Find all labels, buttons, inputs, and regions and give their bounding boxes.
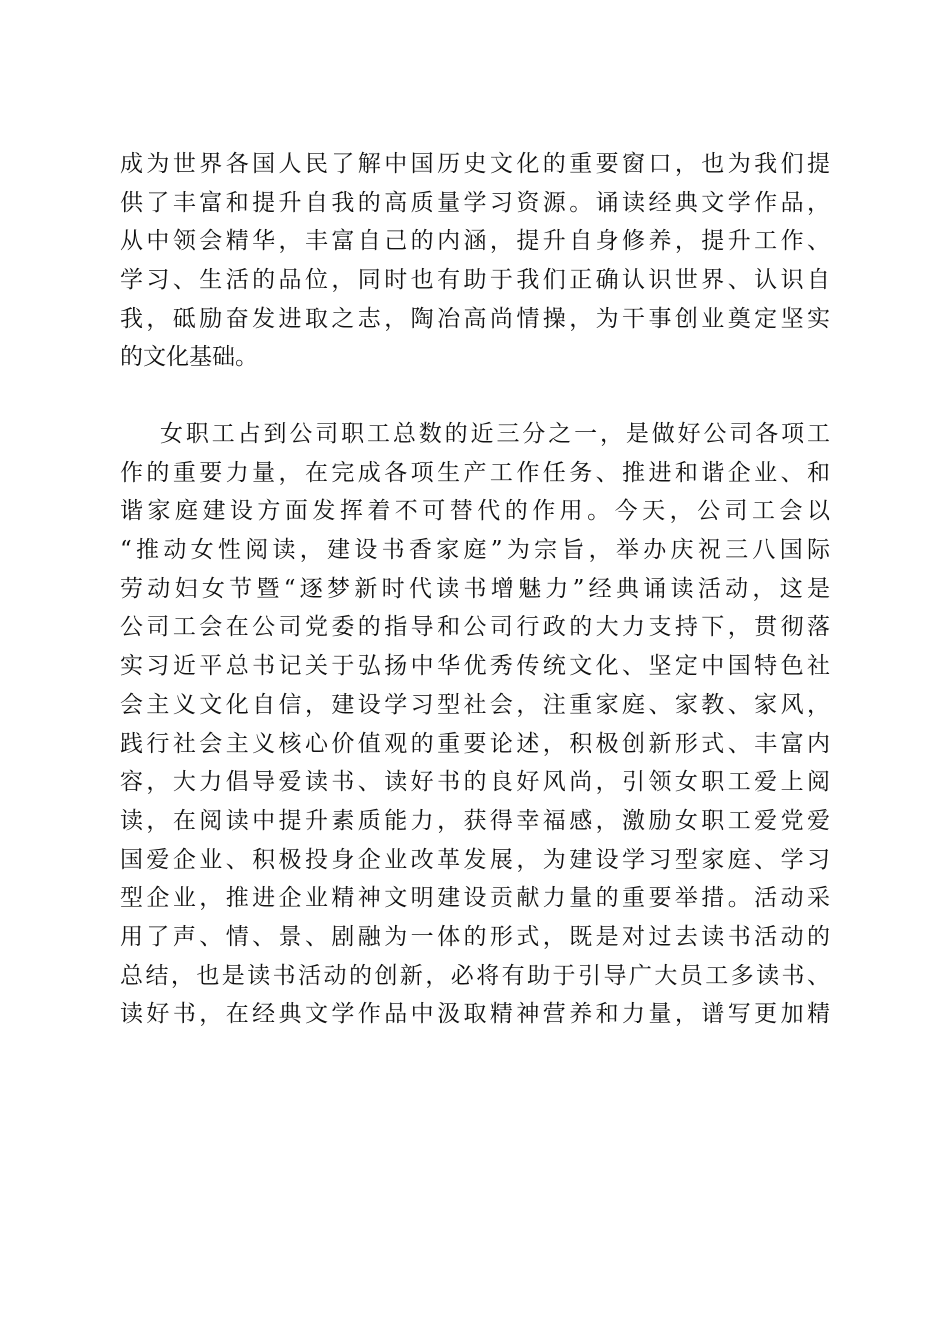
paragraph-line: 总结，也是读书活动的创新，必将有助于引导广大员工多读书、 <box>120 962 830 989</box>
paragraph-line: 成为世界各国人民了解中国历史文化的重要窗口，也为我们提 <box>120 151 830 177</box>
paragraph-line: 会主义文化自信，建设学习型社会，注重家庭、家教、家风， <box>120 691 830 718</box>
paragraph-line: 从中领会精华，丰富自己的内涵，提升自身修养，提升工作、 <box>120 228 830 255</box>
paragraph-line: 容，大力倡导爱读书、读好书的良好风尚，引领女职工爱上阅 <box>120 769 830 796</box>
paragraph-line: 我，砥励奋发进取之志，陶冶高尚情操，为干事创业奠定坚实 <box>120 305 830 332</box>
paragraph-line: 国爱企业、积极投身企业改革发展，为建设学习型家庭、学习 <box>120 846 830 873</box>
paragraph-line: 供了丰富和提升自我的高质量学习资源。诵读经典文学作品， <box>120 189 830 216</box>
paragraph-line: 劳动妇女节暨“逐梦新时代读书增魅力”经典诵读活动，这是 <box>120 575 830 602</box>
paragraph-line: 谐家庭建设方面发挥着不可替代的作用。今天，公司工会以 <box>120 498 830 525</box>
paragraph-line: 实习近平总书记关于弘扬中华优秀传统文化、坚定中国特色社 <box>120 653 830 680</box>
paragraph-line: 的文化基础。 <box>120 344 258 371</box>
paragraph-line: 女职工占到公司职工总数的近三分之一，是做好公司各项工 <box>160 421 830 447</box>
paragraph-1 <box>120 145 830 377</box>
paragraph-line: 读，在阅读中提升素质能力，获得幸福感，激励女职工爱党爱 <box>120 807 830 834</box>
paragraph-line: 公司工会在公司党委的指导和公司行政的大力支持下，贯彻落 <box>120 614 830 641</box>
paragraph-line: 践行社会主义核心价值观的重要论述，积极创新形式、丰富内 <box>120 730 830 757</box>
paragraph-line: 型企业，推进企业精神文明建设贡献力量的重要举措。活动采 <box>120 885 830 912</box>
paragraph-line: 用了声、情、景、剧融为一体的形式，既是对过去读书活动的 <box>120 923 830 950</box>
paragraph-line: 读好书，在经典文学作品中汲取精神营养和力量，谱写更加精 <box>120 1001 830 1028</box>
paragraph-line: “推动女性阅读，建设书香家庭”为宗旨，举办庆祝三八国际 <box>120 537 830 564</box>
paragraph-2 <box>120 415 830 1034</box>
paragraph-line: 作的重要力量，在完成各项生产工作任务、推进和谐企业、和 <box>120 459 830 486</box>
paragraph-line: 学习、生活的品位，同时也有助于我们正确认识世界、认识自 <box>120 267 830 294</box>
